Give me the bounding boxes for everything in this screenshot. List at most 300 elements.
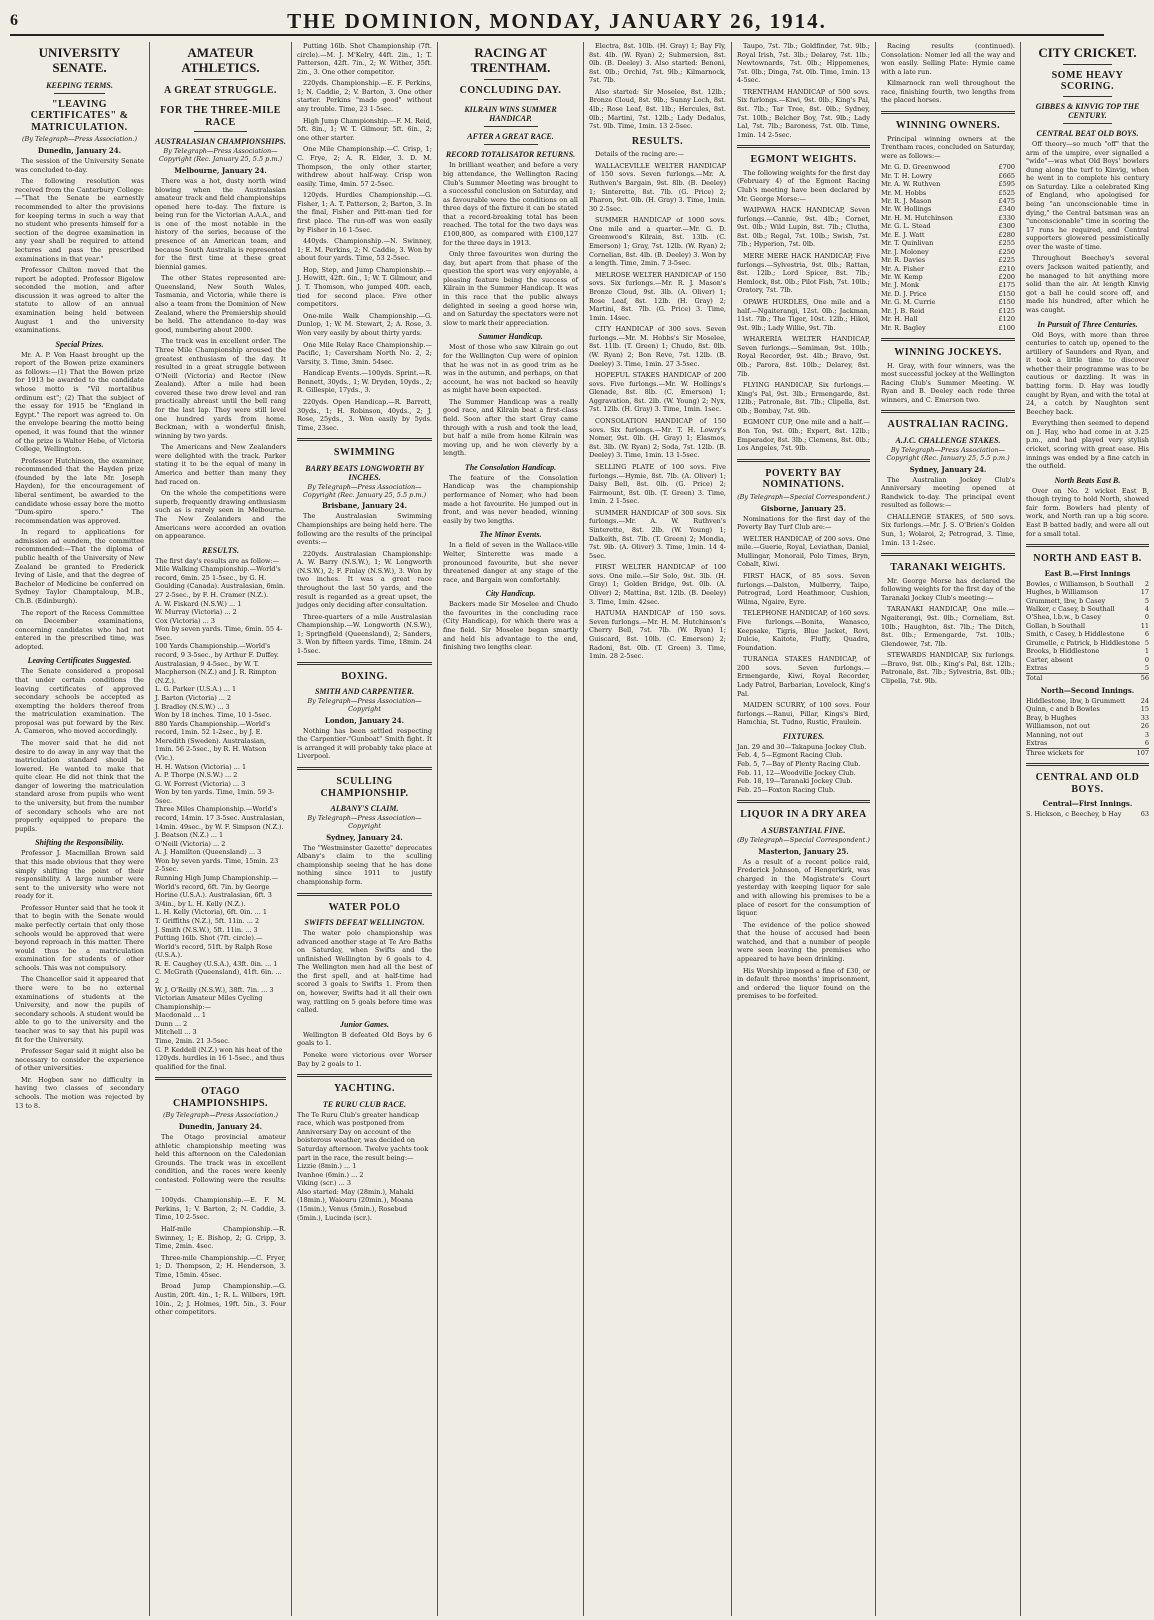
results-list [155, 557, 286, 1072]
result-line: Won by ten yards. Time, 1min. 59 3-5sec. [155, 788, 275, 805]
result-line: The Te Ruru Club's greater handicap race, which was postponed from Anniversary Day on account of the boisterous weather, was decided on Saturday afternoon. Twelve yachts took part in the race, the result being:— [297, 1110, 429, 1162]
paragraph: The Australasian Swimming Championships are being held here. The following are the results of the principal events:— [297, 512, 432, 547]
row-label: Mr. G. M. Currie [881, 298, 936, 307]
row-value: £255 [998, 239, 1015, 248]
paragraph: STEWARDS HANDICAP, Six furlongs.—Bravo, 9st. 0lb.; King's Pal, 8st. 12lb.; Patronale, 8st. 7lb.; Sylvestria, 8st. 0lb.; Clipella, 7st. 9lb. [881, 651, 1015, 685]
headline-water-polo: WATER POLO [328, 901, 401, 913]
result-line: Won by seven yards. Time, 6min. 55 4-5sec. [155, 625, 283, 642]
paragraph: WELTER HANDICAP, of 200 sovs. One mile.—Guerie, Royal, Leviathan, Danial, Mullingar, Monorail, Polo Times, Bryn, Cobalt, Kiwi. [737, 534, 870, 569]
paragraph: The Otago provincial amateur athletic championship meeting was held this afternoon on the Caledonian Grounds. The track was in excellent condition, and the races were keenly contested. Following were the results:— [155, 1133, 286, 1193]
article-body [443, 474, 578, 525]
headline-poverty-bay-nominations: POVERTY BAY NOMINATIONS. [762, 467, 845, 491]
subheading-substantial-fine: A SUBSTANTIAL FINE. [761, 825, 846, 835]
article-body [737, 169, 870, 453]
row-value: £475 [998, 197, 1015, 206]
row-label: Mr. H. Hall [881, 315, 918, 324]
result-line: J. Bradley (N.S.W.) ... 3 [155, 702, 230, 711]
innings-heading: Central—First Innings. [1042, 799, 1133, 809]
subheading-special-prizes: Special Prizes. [55, 339, 104, 349]
row-value: 6 [1144, 630, 1149, 639]
paragraph: As a result of a recent police raid, Frederick Johnson, of Hengerkirk, was charged in the Magistrate's Court yesterday with keeping liquor for sale and with allowing his premises to be a place of resort for the consumption of liquor. [737, 857, 870, 918]
paragraph: The Summer Handicap was a really good race, and Kilrain beat a first-class field. Soon after the start Gray came through with a rush and took the lead, but half a mile from home Kilrain was moving up, and he won cleverly by a length. [443, 397, 578, 458]
article-body [1026, 331, 1149, 471]
row-label: Quinn, c and b Bowles [1026, 705, 1100, 714]
paragraph: Racing results (continued). Consolation: Nomer led all the way and won easily. Selling Plate: Hymie came with a late run. [881, 42, 1015, 76]
paragraph: WHARERIA WELTER HANDICAP, Seven furlongs.—Semiman, 9st. 10lb.; Royal Recorder, 9st. 4lb.; Bravo, 9st. 0lb.; Parora, 8st. 10lb.; Delarey, 8st. 7lb. [737, 335, 870, 378]
row-label: Grummett, lbw, b Casey [1026, 596, 1106, 605]
paragraph: Only three favourites won during the day, but apart from that phase of the question the sport was very enjoyable, a pleasing feature being the success of Kilrain in the Summer Handicap. It was in this race that the public always delighted in seeing a good horse win, and on Saturday the spectators were not slow to mark their appreciation. [443, 250, 578, 327]
headline-racing-at-trentham: RACING AT TRENTHAM. [470, 45, 551, 75]
subheading-albanys-claim: ALBANY'S CLAIM. [330, 804, 399, 814]
row-value: £340 [998, 205, 1015, 214]
paragraph: TURANGA STAKES HANDICAP, of 200 sovs. Seven furlongs.—Ermengarde, Kiwi, Royal Recorder, Lady Patrol, Barbarian, Lovelock, King's Pal. [737, 655, 870, 698]
paragraph: CONSOLATION HANDICAP of 150 sovs. Six furlongs.—Mr. T. H. Lowry's Nomer, 9st. 0lb. (H. Gray) 1; Elasmos, 8st. 3lb. (W. Ryan) 2; Soda, 7st. 12lb. (B. Deeley) 3. Time, 1min. 13 1-5sec. [589, 417, 726, 460]
table-row [1026, 722, 1149, 730]
table-row [1026, 588, 1149, 596]
row-value: £300 [998, 222, 1015, 231]
row-value: 17 [1140, 588, 1149, 597]
paragraph: Poneke were victorious over Worser Bay by 2 goals to 1. [297, 1050, 432, 1068]
result-line: J. Beatson (N.Z.) ... 1 [155, 831, 224, 840]
result-line: J. Smith (N.S.W.), 5ft. 11in. ... 3 [155, 925, 258, 934]
credit-line: By Telegraph—Press Association—Copyright [307, 814, 422, 830]
table-row [1026, 639, 1149, 647]
subheading-minor-events: The Minor Events. [479, 530, 542, 540]
credit-line: By Telegraph—Press Association—Copyright (Rec. January 25, 5.5 p.m.) [158, 147, 283, 164]
subheading-swifts-defeat-wellington: SWIFTS DEFEAT WELLINGTON. [304, 918, 425, 928]
subheading-ajc-challenge-stakes: A.J.C. CHALLENGE STAKES. [895, 435, 1001, 445]
table-row [881, 214, 1015, 222]
paragraph: FIRST HACK, of 85 sovs. Seven furlongs.—Dalston, Mulberry, Taipo, Petrograd, Lord Heathmoor, Cushion, Wilma, Ngaire, Eyre. [737, 572, 870, 606]
result-line: Feb. 18, 19—Taranaki Jockey Club. [737, 777, 853, 786]
result-line: H. H. Watson (Victoria) ... 1 [155, 762, 247, 771]
dateline: Masterton, January 25. [758, 846, 849, 856]
paragraph: The session of the University Senate was concluded to-day. [15, 157, 144, 174]
paragraph: Also started: Sir Moselee, 8st. 12lb.; Bronze Cloud, 8st. 9lb.; Sunny Loch, 8st. 4lb.; Rose Leaf, 8st. 1lb.; Hercules, 8st. 0lb.; Martini, 7st. 12lb.; Lady Dedalus, 7st. 9lb. Time, 1min. 13 2-5sec. [589, 87, 726, 131]
paragraph: The Americans and New Zealanders were delighted with the track. Parker stating it to be the equal of many in America and better than many they had raced on. [155, 443, 286, 486]
scorecard-table [1026, 810, 1149, 818]
row-label: Mr. J. B. Reid [881, 306, 925, 315]
row-value: £175 [998, 281, 1015, 290]
paragraph: The track was in excellent order. The Three Mile Championship aroused the greatest enthusiasm of the day. It resulted in a great struggle between O'Neill (Victoria) and Rector (New Zealand). After a mile had been covered these two drew level and ran practically abreast until the bell rang for the last lap. They were still level one hundred yards from home. Beckman, with a wonderful finish, winning by two yards. [155, 337, 286, 440]
article-body [297, 1031, 432, 1068]
subheading-record-totalisator: RECORD TOTALISATOR RETURNS. [445, 150, 576, 160]
table-row [881, 163, 1015, 171]
paragraph: The following weights for the first day (February 4) of the Egmont Racing Club's meeting have been declared by Mr. George Morse:— [737, 168, 870, 203]
table-row [881, 189, 1015, 197]
table-row [1026, 810, 1149, 818]
dateline: Brisbane, January 24. [322, 501, 407, 511]
row-label: Mr. G. L. Stead [881, 222, 931, 231]
paragraph: Kilmarnock ran well throughout the race, finishing fourth, two lengths from the placed horses. [881, 79, 1015, 105]
row-value: 24 [1140, 696, 1149, 705]
article-body [443, 161, 578, 327]
table-row [881, 307, 1015, 315]
result-line: Viking (scr.) ... 3 [297, 1179, 352, 1188]
article-body [297, 844, 432, 887]
masthead [10, 8, 1104, 36]
paragraph: On the whole the competitions were superb, frequently drawing enthusiasm such as is rarely seen in Melbourne. The New Zealanders and the Americans were accorded an ovation on appearance. [155, 489, 286, 541]
row-value: 26 [1140, 722, 1149, 731]
row-label: Mr. W. Hollings [881, 205, 932, 214]
subheading-australasian-championships: AUSTRALASIAN CHAMPIONSHIPS. [155, 137, 286, 147]
headline-north-and-east-b: NORTH AND EAST B. [1033, 553, 1142, 565]
paragraph: EGMONT CUP, One mile and a half.—Bon Ton, 9st. 0lb.; Expert, 8st. 12lb.; Emperador, 8st. 3lb.; Clemens, 8st. 0lb.; Los Angeles, 7st. 9lb. [737, 418, 870, 453]
row-label: Bowles, c Williamson, b Southall [1026, 579, 1134, 588]
paragraph: Professor J. Macmillan Brown said that this made obvious that they were simply shifting the point of their responsibility. A large number were sent to the university who were not ready for it. [15, 849, 144, 901]
subheading-three-mile-race: FOR THE THREE-MILE RACE [160, 105, 281, 128]
result-line: 100 Yards Championship.—World's record, 9 3-5sec., by Arthur F. Duffey. Australasian, 9 4-5sec., by W. T. Macpherson (N.Z.) and J. R. Rimpton (N.Z.). [155, 642, 279, 685]
paragraph: The Australian Jockey Club's Anniversary meeting opened at Randwick to-day. The principal event resulted as follows:— [881, 475, 1015, 510]
table-row [1026, 731, 1149, 739]
article-body [881, 42, 1015, 105]
article-body [15, 849, 144, 1110]
table-row [881, 256, 1015, 264]
article-body [297, 727, 432, 761]
row-label: Mr. M. Hobbs [881, 188, 927, 197]
row-label: O'Shea, l.b.w., b Casey [1026, 613, 1101, 622]
result-line: J. Barton (Victoria) ... 2 [155, 693, 232, 702]
dateline: Sydney, January 24. [909, 464, 987, 474]
article-body [297, 512, 432, 655]
table-row [881, 205, 1015, 213]
result-line: Mile Walking Championship.—World's record, 6min. 25 1-5sec., by G. H. Goulding (Canada). Australasian, 6min. 27 2-5sec., by F. H. Cramer (N.Z.). [155, 565, 286, 599]
credit-line: By Telegraph—Press Association—Copyright (Rec. January 25, 5.5 p.m.) [302, 482, 427, 499]
row-value: £250 [998, 247, 1015, 256]
subheading-leaving-certificates-suggested: Leaving Certificates Suggested. [27, 656, 132, 666]
row-value: 1 [1144, 647, 1149, 656]
row-value: 5 [1144, 638, 1149, 647]
scorecard-table [1026, 697, 1149, 748]
scorecard-total: Total 56 [1026, 673, 1149, 682]
table-row [881, 180, 1015, 188]
paragraph: Old Boys, with more than three centuries to catch up, opened to the artillery of Saunders and Ryan, and it took a little time to discover whether their programme was to be cautious or dazzling. It was in batting form. D. Hay was loudly caught by Ryan, and with the total at 24, a catch by Naughton sent Beechey back. [1026, 330, 1149, 416]
result-line: Cox (Victoria) ... 3 [155, 616, 216, 625]
owners-table [881, 163, 1015, 332]
row-value: 4 [1144, 605, 1149, 614]
result-line: Three Miles Championship.—World's record, 14min. 17 3-5sec. Australasian, 14min. 49sec., by W. F. Simpson (N.Z.). [155, 805, 285, 831]
row-label: Mr. T. Quinlivan [881, 239, 934, 248]
result-line: Feb. 5, 7—Bay of Plenty Racing Club. [737, 760, 861, 769]
headline-city-cricket: CITY CRICKET. [1038, 45, 1137, 60]
row-label: Mr. J. Monk [881, 281, 920, 290]
row-label: Walker, c Casey, b Southall [1026, 605, 1115, 614]
paragraph: Three-quarters of a mile Australasian Championship.—W. Longworth (N.S.W.), 1; Springfield (Queensland), 2; Sanders, 3. Won by fifteen yards. Time, 18min. 24 1-5sec. [297, 612, 432, 656]
dateline: Sydney, January 24. [326, 832, 403, 842]
result-line: C. McGrath (Queensland), 41ft. 6in. ... 2 [155, 968, 282, 985]
table-row [1026, 697, 1149, 705]
paragraph: MERE MERE HACK HANDICAP, Five furlongs.—Sylvestria, 9st. 0lb.; Rattan, 8st. 12lb.; Lord Spicer, 8st. 7lb.; Hemlock, 8st. 0lb.; Pilot Fish, 7st. 10lb.; Oratory, 7st. 7lb. [737, 252, 870, 295]
result-line: G. W. Forrest (Victoria) ... 3 [155, 779, 246, 788]
article-body [297, 42, 432, 432]
row-value: 63 [1140, 810, 1149, 819]
column-8 [1021, 42, 1154, 1616]
credit-line: (By Telegraph—Press Association.) [22, 135, 137, 144]
paragraph: SUMMER HANDICAP of 1000 sovs. One mile and a quarter.—Mr. G. D. Greenwood's Kilrain, 8st. 13lb. (C. Emerson) 1; Gray, 7st. 12lb. (W. Ryan) 2; Cornelian, 8st. 4lb. (B. Deeley) 3. Won by a length. Time, 2min. 7 3-5sec. [589, 216, 726, 268]
result-line: Won by seven yards. Time, 15min. 23 2-5sec. [155, 856, 279, 874]
credit-line: (By Telegraph—Press Association.) [163, 1111, 278, 1120]
paragraph: Putting 16lb. Shot Championship (7ft. circle).—M. J. M'Kelry, 44ft. 2in., 1; T. Patterson, 42ft. 7in., 2; W. Wither, 35ft. 2in., 3. One other competitor. [297, 42, 432, 76]
subheading-concluding-day: CONCLUDING DAY. [459, 84, 562, 96]
table-row [881, 315, 1015, 323]
row-value: 33 [1140, 713, 1149, 722]
paragraph: Mr. A. P. Von Haast brought up the report of the Bowen prize examiners as follows:—(1) That the Bowen prize for 1913 be awarded to the candidate whose motto is "Vil mortalibus ordinum est"; (2) That the subject of the essay for 1915 be "England in Egypt." The report was agreed to. On the envelope bearing the motto being opened, it was found that the winner of the prize is Walter Hebe, of Victoria College, Wellington. [15, 350, 144, 454]
table-row [881, 265, 1015, 273]
row-value: £100 [998, 323, 1015, 332]
headline-university-senate: UNIVERSITY SENATE. [38, 45, 121, 75]
paragraph: In regard to applications for admission ad eundem, the committee recommended:—That the diploma of public health of the University of New Zealand be granted to Frederick Irving of Lisle, and that the degree of Bachelor of Medicine be conferred on Sydney Taylor Champtaloup, M.B., Ch.B. (Edinburgh). [15, 528, 144, 605]
column-7 [876, 42, 1021, 1616]
result-line: G. P. Keddell (N.Z.) won his heat of the 120yds. hurdles in 16 1-5sec., and thus qualified for the final. [155, 1045, 285, 1071]
paragraph: 220yds. Australasian Championship: A. W. Barry (N.S.W.), 1; W. Longworth (N.S.W.), 2; F. Finlay (N.S.W.), 3. Won by two inches. It was a great race throughout the last 50 yards, and the result is regarded as a great upset, the judges only deciding after consultation. [297, 549, 432, 610]
subheading-central-beat-old-boys: CENTRAL BEAT OLD BOYS. [1036, 128, 1139, 138]
headline-central-and-old-boys: CENTRAL AND OLD BOYS. [1035, 772, 1140, 795]
row-label: Gollan, b Southall [1026, 621, 1086, 630]
result-line: Ivanhoe (6min.) ... 2 [297, 1170, 364, 1179]
subheading-otago-championships: OTAGO CHAMPIONSHIPS. [172, 1086, 269, 1109]
dateline: Dunedin, January 24. [178, 1122, 263, 1132]
table-row [1026, 739, 1149, 747]
article-body [737, 858, 870, 1001]
paragraph: TELEPHONE HANDICAP, of 160 sovs. Five furlongs.—Bonita, Wanasco, Keepsake, Tigris, Blue Jacket, Rovi, Dulcie, Kaitote, Fluffy, Quadra, Foundation. [737, 609, 870, 652]
paragraph: WAIPAWA HACK HANDICAP, Seven furlongs.—Cannie, 9st. 4lb.; Cornet, 9st. 0lb.; Wild Lupin, 8st. 7lb.; Clutha, 8st. 0lb.; Regal, 7st. 10lb.; Swish, 7st. 7lb.; Hyperion, 7st. 0lb. [737, 206, 870, 249]
row-label: Mr. W. Kemp [881, 272, 923, 281]
result-line: Putting 16lb. Shot (7ft. circle).—World's record, 51ft. by Ralph Rose (U.S.A.). [155, 934, 273, 960]
article-body [155, 1133, 286, 1317]
subheading-heavy-scoring: SOME HEAVY SCORING. [1051, 69, 1124, 93]
paragraph: Mr. George Morse has declared the following weights for the first day of the Taranaki Jockey Club's meeting:— [881, 576, 1015, 602]
paragraph: The feature of the Consolation Handicap was the championship performance of Nomer, who had been made a hot favourite. He jumped out in front, and was never headed, winning easily by two lengths. [443, 473, 578, 525]
paragraph: Professor Hutchinson, the examiner, recommended that the Hayden prize (founded by the late Mr. Joseph Hayden), for the encouragement of liberal sentiment, be awarded to the candidate whose essay bore the motto "Dum-spiro spero." The recommendation was approved. [15, 456, 144, 525]
row-value: £210 [998, 264, 1015, 273]
paragraph: The Senate considered a proposal that under certain conditions the leaving certificates of approved secondary schools be accepted as exempting the holders thereof from the matriculation examination. The proposal was put forward by the Rev. A. Cameron, who moved accordingly. [15, 667, 144, 736]
table-row [881, 222, 1015, 230]
row-label: Brooks, b Hiddlestone [1026, 647, 1100, 656]
paragraph: High Jump Championship.—F. M. Reid, 5ft. 8in., 1; W. T. Gilmour, 5ft. 6in., 2; one other starter. [297, 116, 432, 142]
headline-winning-owners: WINNING OWNERS. [895, 120, 1001, 132]
paragraph: Handicap Events.—100yds. Sprint.—R. Bennett, 30yds., 1; W. Dryden, 10yds., 2; R. Gillespie, 17yds., 3. [297, 369, 432, 395]
row-label: Mr. A. W. Ruthven [881, 180, 941, 189]
row-value: £330 [998, 213, 1015, 222]
row-value: 2 [1144, 579, 1149, 588]
paragraph: Professor Segar said it might also be necessary to consider the experience of other universities. [15, 1047, 144, 1073]
article-body [443, 600, 578, 651]
paragraph: WALLACEVILLE WELTER HANDICAP of 150 sovs. Seven furlongs.—Mr. A. Ruthven's Bargain, 9st. 8lb. (B. Deeley) 1; Sinterette, 8st. 7lb. (G. Price) 2; Pharon, 9st. 0lb. (H. Gray) 3. Time, 1min. 30 2-5sec. [589, 161, 726, 213]
paragraph: Details of the racing are:— [595, 150, 684, 159]
result-line: Time, 2min. 21 3-5sec. [155, 1037, 230, 1046]
table-row [1026, 664, 1149, 672]
article-body [737, 515, 870, 727]
article-body [1026, 140, 1149, 315]
dateline: Gisborne, January 25. [760, 503, 847, 513]
subheading-leaving-certificates: "LEAVING CERTIFICATES" & MATRICULATION. [30, 98, 129, 133]
table-row [1026, 630, 1149, 638]
result-line: Mitchell ... 3 [155, 1028, 197, 1037]
column-4 [438, 42, 584, 1616]
result-line: Feb. 11, 12—Woodville Jockey Club. [737, 768, 856, 777]
row-value: 3 [1144, 730, 1149, 739]
row-value: 11 [1140, 621, 1149, 630]
paragraph: CITY HANDICAP of 300 sovs. Seven furlongs.—Mr. M. Hobbs's Sir Moselee, 8st. 11lb. (T. Green) 1; Chudo, 8st. 0lb. (W. Ryan) 2; Bon Reve, 7st. 12lb. (B. Deeley) 3. Time, 1min. 27 3-5sec. [589, 325, 726, 368]
column-1 [10, 42, 150, 1616]
row-value: £200 [998, 272, 1015, 281]
headline-boxing: BOXING. [341, 670, 388, 682]
paragraph: 220yds. Championship.—E. F. Perkins, 1; N. Caddie, 2; V. Barton, 3. One other starter. Perkins "made good" without any trouble. Time, 23 1-5sec. [297, 79, 432, 114]
table-row [881, 281, 1015, 289]
row-value: 5 [1144, 664, 1149, 673]
headline-egmont-weights: EGMONT WEIGHTS. [750, 154, 857, 166]
fixtures-list [737, 743, 870, 794]
subheading-smith-carpentier: SMITH AND CARPENTIER. [314, 687, 415, 697]
row-value: 0 [1144, 613, 1149, 622]
result-line: Won by 18 inches. Time, 10 1-5sec. [155, 711, 272, 720]
paragraph: Throughout Beechey's several overs Jackson waited patiently, and he managed to hit anything more solid than the air. At length Kinvig got a ball he could score off, and made his hundred, after which he was caught. [1026, 254, 1149, 314]
row-label: Mr. R. Davies [881, 256, 926, 265]
article-body [15, 351, 144, 652]
paragraph: The report of the Recess Committee on December examinations, concerning candidates who had not entered in the prescribed time, was adopted. [15, 608, 144, 651]
table-row [1026, 656, 1149, 664]
innings-heading: East B.—First Innings [1044, 568, 1131, 578]
result-line: L. H. Kelly (Victoria), 6ft. 0in. ... 1 [155, 908, 267, 917]
subheading-junior-games: Junior Games. [340, 1019, 389, 1029]
subheading-keeping-terms: KEEPING TERMS. [46, 80, 113, 90]
paragraph: Taupo, 7st. 7lb.; Goldfinder, 7st. 9lb.; Royal Irish, 7st. 3lb.; Delarey, 7st. 1lb.; Newtownards, 7st. 0lb.; Hippomenes, 7st. 0lb.; Dinga, 7st. 0lb. Time, 1min. 13 4-5sec. [737, 42, 870, 85]
article-body [15, 157, 144, 335]
row-value: £595 [998, 180, 1015, 189]
row-label: Mr. H. M. Hutchinson [881, 213, 953, 222]
paragraph: 220yds. Open Handicap.—R. Barrett, 30yds., 1; H. Robinson, 40yds., 2; J. Rose, 25yds., 3. Won easily by 5yds. Time, 23sec. [297, 397, 432, 432]
paragraph: In a field of seven in the Wallace-ville Welter, Sinterette was made a pronounced favourite, but she never threatened danger at any stage of the race, and Bargain won comfortably. [443, 541, 578, 584]
credit-line: (By Telegraph—Special Correspondent.) [737, 492, 870, 501]
paragraph: Most of those who saw Kilrain go out for the Wellington Cup were of opinion that he was not in as good trim as he was in the autumn, and perhaps, on that account, he was not backed so heavily as might have been expected. [443, 343, 578, 395]
paragraph: Three-mile Championship.—C. Fryer, 1; D. Thompson, 2; H. Henderson, 3. Time, 15min. 45sec. [155, 1253, 286, 1279]
result-line: O'Neill (Victoria) ... 2 [155, 839, 226, 848]
table-row [1026, 605, 1149, 613]
row-label: Mr. A. Fisher [881, 264, 925, 273]
row-label: Mr. D. J. Price [881, 289, 927, 298]
paragraph: Backers made Sir Moselee and Chudo the favourites in the concluding race (City Handicap), for which there was a fine field. Sir Moselee began smartly and held his advantage to the end, finishing two lengths clear. [443, 600, 578, 652]
column-2 [150, 42, 292, 1616]
paragraph: The following resolution was received from the Canterbury College:—"That the Senate be earnestly recommended to alter the provisions for keeping terms in such a way that no student who presents himself for a section of the degree examination in any year shall be required to attend lectures and pass the prescribed examinations in that year." [15, 177, 144, 263]
paragraph: In brilliant weather, and before a very big attendance, the Wellington Racing Club's Summer Meeting was brought to a successful conclusion on Saturday, and as favourable were the conditions on all three days of the fixture it can be stated that a record-breaking total has been reached. The total for the two days was £100,800, as compared with £100,127 for the three days in 1913. [443, 161, 578, 247]
innings-heading: North—Second Innings. [1040, 685, 1135, 695]
headline-swimming: SWIMMING [333, 447, 396, 459]
row-label: Manning, not out [1026, 730, 1083, 739]
subheading-after-great-race: AFTER A GREAT RACE. [467, 132, 554, 142]
row-value: £665 [998, 171, 1015, 180]
headline-yachting: YACHTING. [333, 1083, 396, 1095]
headline-winning-jockeys: WINNING JOCKEYS. [894, 347, 1002, 359]
row-value: £120 [998, 315, 1015, 324]
table-row [881, 273, 1015, 281]
paragraph: MELROSE WELTER HANDICAP of 150 sovs. Six furlongs.—Mr. R. J. Mason's Bronze Cloud, 9st. 3lb. (A. Oliver) 1; Rose Leaf, 8st. 12lb. (H. Gray) 2; Martini, 8st. 7lb. (G. Price) 3. Time, 1min. 14sec. [589, 270, 726, 322]
results-list [589, 150, 726, 660]
result-line: W. J. O'Reilly (N.S.W.), 38ft. 7in. ... 3 [155, 985, 274, 994]
row-label: Mr. T. H. Lowry [881, 171, 933, 180]
row-value: 15 [1140, 705, 1149, 714]
paragraph: The "Westminster Gazette" deprecates Albany's claim to the sculling championship seeing that he has done nothing since 1911 to justify championship form. [297, 843, 432, 886]
subheading-city-handicap: City Handicap. [485, 589, 536, 599]
paragraph: Nominations for the first day of the Poverty Bay Turf Club are:— [737, 514, 870, 532]
result-line: Running High Jump Championship.—World's record, 6ft. 7in. by George Horine (U.S.A.). Australasian, 6ft. 3 3/4in., by L. H. Kelly (N.Z.). [155, 874, 279, 908]
article-body [297, 1111, 432, 1223]
paragraph: The Chancellor said it appeared that there were to be no external examinations of students at the University, and now the pupils of secondary schools. A student would be able to go to the university and the teacher was to say that his pupil was fit for the University. [15, 975, 144, 1044]
row-label: Hughes, b Williamson [1026, 588, 1099, 597]
paragraph: His Worship imposed a fine of £30, or in default three months' imprisonment, and ordered the liquor found on the premises to be forfeited. [737, 966, 870, 1001]
paragraph: There was a hot, dusty north wind blowing when the Australasian amateur track and field championships opened here to-day. The fixture is being run for the Victorian A.A.A., and is one of the most notable in the history of the series, because of the presence of an American team, and because South Australia is represented for the first time at these great biennial games. [155, 176, 286, 271]
row-value: £150 [998, 289, 1015, 298]
paragraph: Mr. Hogben saw no difficulty in having two classes of secondary schools. The motion was rejected by 13 to 8. [15, 1075, 144, 1110]
article-body [15, 667, 144, 833]
paragraph: One-mile Walk Championship.—G. Dunlop, 1; W. M. Stewart, 2; A. Rose, 3. Won very easily by about thirty yards. [297, 311, 432, 337]
owners-intro: Principal winning owners at the Trentham races, concluded on Saturday, were as follows:— [881, 134, 1015, 160]
paragraph: One Mile Championship.—C. Crisp, 1; C. Frye, 2; A. R. Elder, 3. D. M. Thompson, the only other starter, withdrew about half-way. Crisp won easily. Time, 4min. 57 2-5sec. [297, 145, 432, 188]
table-row [881, 172, 1015, 180]
subheading-north-beats-east-b: North Beats East B. [1054, 475, 1121, 485]
paragraph: Hop, Step, and Jump Championship.—J. Hewitt, 42ft. 6in., 1; W. T. Gilmour, and J. T. Thomson, who jumped 40ft. each, tied for second place. Five other competitors. [297, 265, 432, 309]
row-label: Bray, b Hughes [1026, 713, 1077, 722]
paragraph: Everything then seemed to depend on J. Hay, who had come in at 3.25 p.m., and had played very stylish cricket, scoring with great ease. His innings was ended by a fine catch in the outfield. [1026, 419, 1149, 471]
headline-amateur-athletics: AMATEUR ATHLETICS. [181, 45, 260, 75]
result-line: R. E. Caughey (U.S.A.), 43ft. 0in. ... 1 [155, 959, 278, 968]
dateline: Melbourne, January 24. [174, 165, 267, 175]
table-row [1026, 613, 1149, 621]
result-line: Feb. 25—Foxton Racing Club. [737, 785, 836, 794]
paragraph: Nothing has been settled respecting the Carpentier-"Gunboat" Smith fight. It is arranged it will probably take place at Liverpool. [297, 726, 432, 761]
column-3 [292, 42, 438, 1616]
row-label: Williamson, not out [1026, 722, 1090, 731]
row-label: Grumelle, c Patrick, b Hiddlestone [1026, 638, 1140, 647]
dateline: Dunedin, January 24. [37, 146, 122, 156]
article-body [881, 362, 1015, 405]
table-row [1026, 597, 1149, 605]
paragraph: The evidence of the police showed that the house of accused had been watched, and that a number of people were seen leaving the premises who appeared to have been drinking. [737, 920, 870, 963]
paragraph: HATUMA HANDICAP of 150 sovs. Seven furlongs.—Mr. H. M. Hutchinson's Cherry Bell, 7st. 7lb. (W. Ryan) 1; Guiscard, 8st. 10lb. (C. Emerson) 2; Radoni, 8st. 0lb. (T. Green) 3. Time, 1min. 28 2-5sec. [589, 609, 726, 661]
newspaper-title: THE DOMINION, MONDAY, JANUARY 26, 1914. [287, 8, 827, 33]
row-label: Mr. R. Bagley [881, 323, 926, 332]
result-line: Macdonald ... 1 [155, 1011, 207, 1020]
paragraph: CHALLENGE STAKES, of 500 sovs. Six furlongs.—Mr. J. S. O'Brien's Golden Sun, 1; Wolaroi, 2; Petrograd, 3. Time, 1min. 13 1-2sec. [881, 512, 1015, 547]
result-line: L. G. Parker (U.S.A.) ... 1 [155, 685, 237, 694]
credit-line: (By Telegraph—Special Correspondent.) [737, 835, 870, 844]
row-value: 0 [1144, 655, 1149, 664]
article-body [297, 929, 432, 1015]
table-row [1026, 580, 1149, 588]
table-row [881, 231, 1015, 239]
paragraph: SUMMER HANDICAP of 300 sovs. Six furlongs.—Mr. A. W. Ruthven's Sinterette, 8st. 2lb. (W. Young) 1; Dalkeith, 8st. 7lb. (T. Green) 2; Mondia, 7st. 9lb. (A. Oliver) 3. Time, 1min. 14 4-5sec. [589, 508, 726, 560]
paragraph: Half-mile Championship.—R. Swinney, 1; E. Bishop, 2; G. Cripp, 3. Time, 2min. 4sec. [155, 1224, 286, 1251]
row-label: S. Hickson, c Beechey, b Hay [1026, 810, 1122, 819]
article-body [589, 42, 726, 131]
paragraph: The water polo championship was advanced another stage at Te Aro Baths on Saturday, when Swifts and the unfinished Wellington by 6 goals to 4. The Wellington men had all the best of the first spell, and at half-time had scored 3 goals to Swifts 1. From then on, however, Swifts had it all their own way, rattling on 5 goals before time was called. [297, 929, 432, 1015]
subheading-great-struggle: A GREAT STRUGGLE. [164, 84, 277, 96]
paragraph: H. Gray, with four winners, was the most successful jockey at the Wellington Racing Club's Summer Meeting. W. Ryan and B. Deeley each rode three winners, and C. Emerson two. [881, 361, 1015, 404]
table-row [1026, 647, 1149, 655]
result-line: Feb. 4, 5—Egmont Racing Club. [737, 751, 843, 760]
row-value: 5 [1144, 596, 1149, 605]
row-label: Mr. G. D. Greenwood [881, 163, 951, 172]
table-row [1026, 714, 1149, 722]
article-body [881, 476, 1015, 548]
result-line: Dunn ... 2 [155, 1019, 188, 1028]
result-line: A. J. Hamilton (Queensland) ... 3 [155, 848, 262, 857]
row-label: Hiddlestone, lbw, b Grummett [1026, 696, 1126, 705]
row-label: Mr. J. Moloney [881, 247, 929, 256]
headline-taranaki-weights: TARANAKI WEIGHTS. [890, 562, 1006, 574]
paragraph: TARANAKI HANDICAP, One mile.—Ngaiterangi, 9st. 0lb.; Corneliam, 8st. 10lb.; Haughton, 8st. 7lb.; The Ditch, 8st. 0lb.; Ermengarde, 7st. 10lb.; Glendower, 7st. 7lb. [881, 605, 1015, 648]
row-label: Mr. E. J. Watt [881, 230, 925, 239]
paragraph: Professor Chilton moved that the report be adopted. Professor Bigelow seconded the motion, and after discussion it was agreed to alter the statute to allow of an annual examination being held between August 1 and the university examinations. [15, 266, 144, 335]
